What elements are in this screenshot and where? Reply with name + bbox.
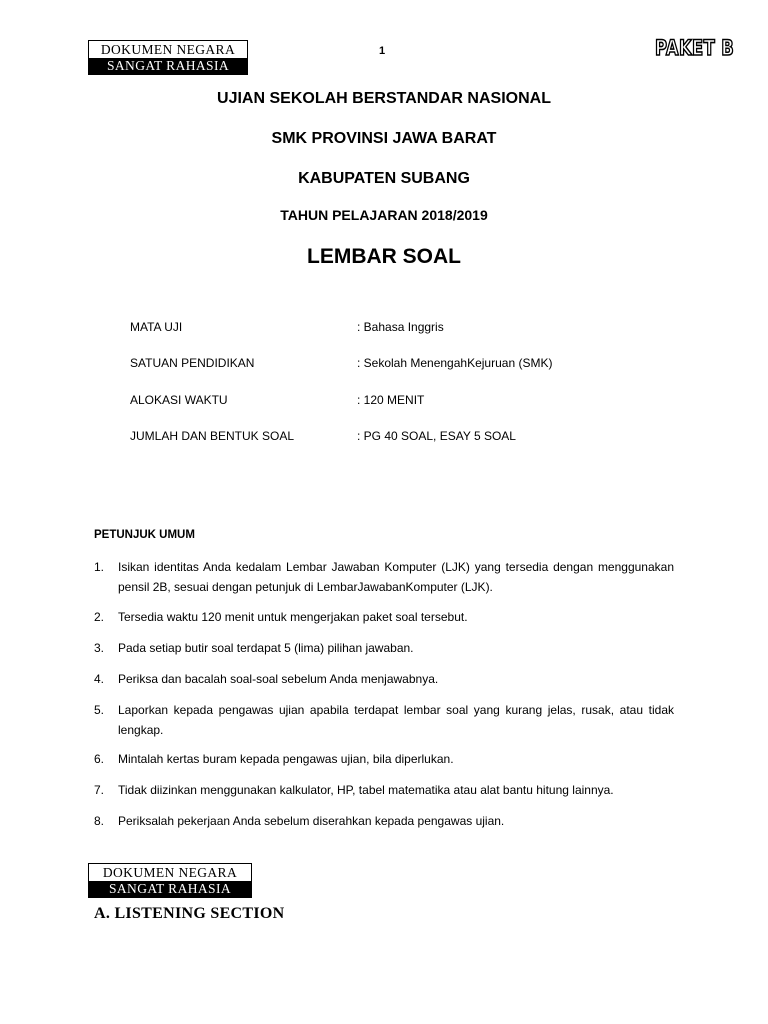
item-text: Laporkan kepada pengawas ujian apabila terdapat lembar soal yang kurang jelas, rusak, atau tidak lengkap.	[118, 703, 674, 737]
item-number: 3.	[94, 641, 105, 655]
academic-year: TAHUN PELAJARAN 2018/2019	[280, 207, 488, 223]
item-text: Mintalah kertas buram kepada pengawas ujian, bila diperlukan.	[118, 752, 454, 766]
item-number: 6.	[94, 752, 105, 766]
info-label: ALOKASI WAKTU	[130, 393, 228, 407]
item-text: Tidak diizinkan menggunakan kalkulator, HP, tabel matematika atau alat bantu hitung lainnya.	[118, 783, 614, 797]
instruction-item	[94, 749, 674, 769]
instruction-item	[94, 700, 674, 740]
instructions-heading: PETUNJUK UMUM	[94, 529, 195, 541]
document-title: LEMBAR SOAL	[307, 245, 461, 268]
section-heading-listening: A. LISTENING SECTION	[94, 905, 285, 922]
info-label: JUMLAH DAN BENTUK SOAL	[130, 429, 295, 443]
item-number: 5.	[94, 703, 105, 717]
item-number: 7.	[94, 783, 105, 797]
stamp-line-1: DOKUMEN NEGARA	[89, 41, 247, 58]
school-level: SMK PROVINSI JAWA BARAT	[271, 130, 497, 147]
item-number: 1.	[94, 560, 105, 574]
instruction-item	[94, 669, 674, 689]
item-number: 4.	[94, 672, 105, 686]
info-row-education-unit	[0, 356, 768, 372]
info-value: : PG 40 SOAL, ESAY 5 SOAL	[357, 429, 516, 443]
stamp-line-2: SANGAT RAHASIA	[89, 881, 251, 897]
page-number: 1	[379, 45, 386, 57]
info-label: MATA UJI	[130, 320, 183, 334]
stamp-line-1: DOKUMEN NEGARA	[89, 864, 251, 881]
item-text: Tersedia waktu 120 menit untuk mengerjakan paket soal tersebut.	[118, 610, 468, 624]
instruction-item	[94, 557, 674, 597]
item-text: Periksalah pekerjaan Anda sebelum diserahkan kepada pengawas ujian.	[118, 814, 505, 828]
instruction-item	[94, 780, 674, 800]
classification-stamp-bottom	[88, 863, 252, 898]
item-text: Periksa dan bacalah soal-soal sebelum Anda menjawabnya.	[118, 672, 439, 686]
info-row-subject	[0, 320, 768, 336]
info-label: SATUAN PENDIDIKAN	[130, 356, 255, 370]
stamp-line-2: SANGAT RAHASIA	[89, 58, 247, 74]
item-number: 2.	[94, 610, 105, 624]
instruction-item	[94, 638, 674, 658]
item-text: Pada setiap butir soal terdapat 5 (lima) pilihan jawaban.	[118, 641, 414, 655]
paket-label: PAKET B	[655, 36, 735, 60]
regency: KABUPATEN SUBANG	[298, 170, 470, 187]
item-number: 8.	[94, 814, 105, 828]
instruction-item	[94, 811, 674, 831]
info-value: : Sekolah MenengahKejuruan (SMK)	[357, 356, 553, 370]
info-row-time-allocation	[0, 393, 768, 409]
info-value: : Bahasa Inggris	[357, 320, 444, 334]
instruction-item	[94, 607, 674, 627]
info-value: : 120 MENIT	[357, 393, 425, 407]
item-text: Isikan identitas Anda kedalam Lembar Jawaban Komputer (LJK) yang tersedia dengan menggunakan pensil 2B, sesuai dengan petunjuk di LembarJawabanKomputer (LJK).	[118, 560, 674, 594]
info-row-question-count	[0, 429, 768, 445]
exam-title: UJIAN SEKOLAH BERSTANDAR NASIONAL	[217, 90, 551, 107]
classification-stamp-top	[88, 40, 248, 75]
